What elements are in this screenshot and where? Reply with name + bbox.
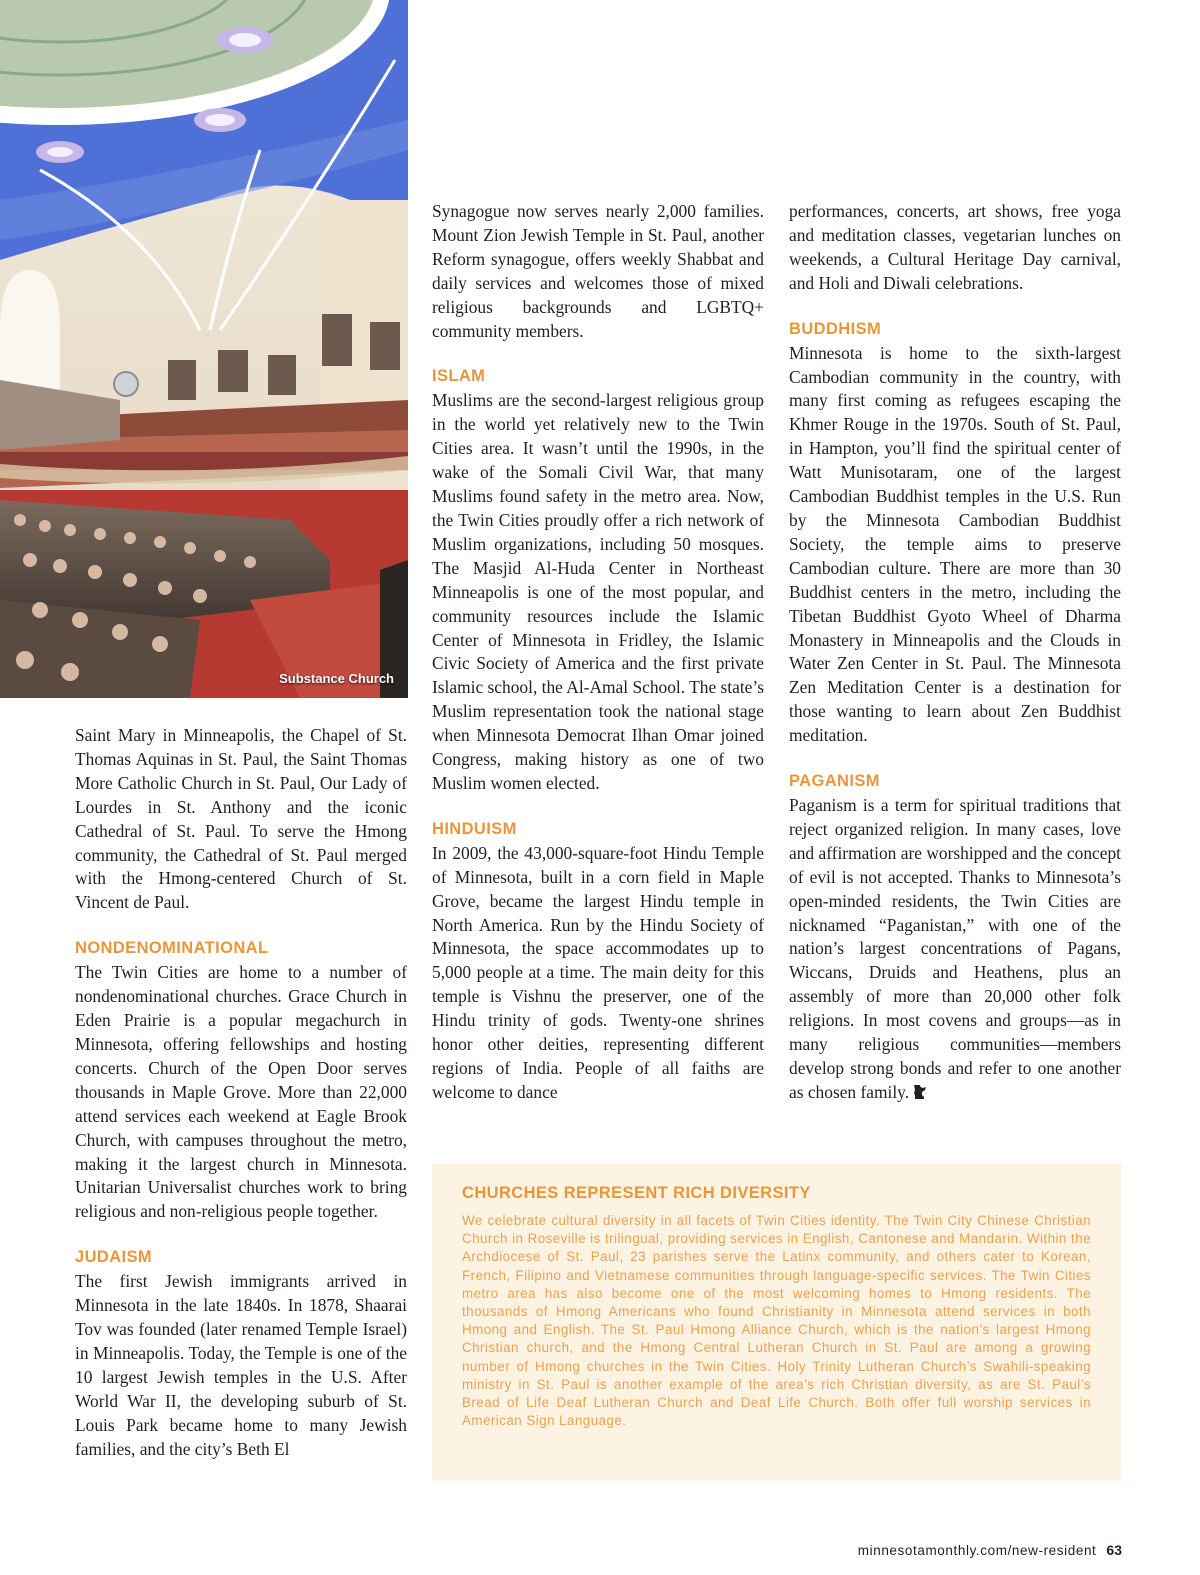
column-3 bbox=[789, 200, 1121, 1105]
page-footer bbox=[858, 1542, 1122, 1558]
paganism-text: Paganism is a term for spiritual traditions that reject organized religion. In many cases, love and affirmation are worshipped and the concept of evil is not accepted. Thanks to Minnesota’s open-minded residents, the Twin Cities are nicknamed “Paganistan,” with one of the nation’s largest concentrations of Pagans, Wiccans, Druids and Heathens, plus an assembly of more than 20,000 other folk religions. In most covens and groups—as in many religious communities—members develop strong bonds and refer to one another as chosen family. bbox=[789, 795, 1121, 1102]
buddhism-heading: BUDDHISM bbox=[789, 319, 882, 338]
paganism-paragraph bbox=[789, 794, 1121, 1105]
hinduism-heading: HINDUISM bbox=[432, 819, 517, 838]
islam-heading: ISLAM bbox=[432, 367, 486, 386]
column-1 bbox=[75, 724, 407, 1461]
minnesota-state-icon bbox=[913, 1085, 927, 1099]
column-2-intro: Synagogue now serves nearly 2,000 families. Mount Zion Jewish Temple in St. Paul, another Reform synagogue, offers weekly Shabbat and daily services and welcomes those of mixed religious backgrounds and LGBTQ+ community members. bbox=[432, 201, 764, 341]
hinduism-text: In 2009, the 43,000-square-foot Hindu Temple of Minnesota, built in a corn field in Maple Grove, became the largest Hindu temple in North America. Run by the Hindu Society of Minnesota, the space accommodates up to 5,000 people at a time. The main deity for this temple is Vishnu the preserver, one of the Hindu trinity of gods. Twenty-one shrines honor other deities, representing different regions of India. People of all faiths are welcome to dance bbox=[432, 842, 764, 1102]
church-interior-illustration bbox=[0, 0, 408, 698]
diversity-sidebar bbox=[432, 1164, 1121, 1481]
islam-text: Muslims are the second-largest religious group in the world yet relatively new to the Twin Cities area. It wasn’t until the 1990s, in the wake of the Somali Civil War, that many Muslims found safety in the metro area. Now, the Twin Cities proudly offer a rich network of Muslim organizations, including 50 mosques. The Masjid Al-Huda Center in Northeast Minneapolis is one of the most popular, and community resources include the Islamic Center of Minnesota in Fridley, the Islamic Civic Society of America and the first private Islamic school, the Al-Amal School. The state’s Muslim representation took the national stage when Minnesota Democrat Ilhan Omar joined Congress, making history as one of two Muslim women elected. bbox=[432, 390, 764, 793]
nondenominational-heading: NONDENOMINATIONAL bbox=[75, 939, 269, 958]
church-photo bbox=[0, 0, 408, 698]
column-1-intro: Saint Mary in Minneapolis, the Chapel of St. Thomas Aquinas in St. Paul, the Saint Thomas More Catholic Church in St. Paul, Our Lady of Lourdes in St. Anthony and the iconic Cathedral of St. Paul. To serve the Hmong community, the Cathedral of St. Paul merged with the Hmong-centered Church of St. Vincent de Paul. bbox=[75, 725, 407, 913]
buddhism-text: Minnesota is home to the sixth-largest Cambodian community in the country, with many first coming as refugees escaping the Khmer Rouge in the 1970s. South of St. Paul, in Hampton, you’ll find the spiritual center of Watt Munisotaram, one of the largest Cambodian Buddhist temples in the U.S. Run by the Minnesota Cambodian Buddhist Society, the temple aims to preserve Cambodian culture. There are more than 30 Buddhist centers in the metro, including the Tibetan Buddhist Gyoto Wheel of Dharma Monastery in Minneapolis and the Clouds in Water Zen Center in St. Paul. The Minnesota Zen Meditation Center is a destination for those wanting to learn about Zen Buddhist meditation. bbox=[789, 342, 1121, 746]
judaism-text: The first Jewish immigrants arrived in Minnesota in the late 1840s. In 1878, Shaarai Tov was founded (later renamed Temple Israel) in Minneapolis. Today, the Temple is one of the 10 largest Jewish temples in the U.S. After World War II, the developing suburb of St. Louis Park became home to many Jewish families, and the city’s Beth El bbox=[75, 1271, 407, 1459]
column-2 bbox=[432, 200, 764, 1105]
paganism-heading: PAGANISM bbox=[789, 772, 880, 791]
nondenominational-text: The Twin Cities are home to a number of nondenominational churches. Grace Church in Eden Prairie is a popular megachurch in Minnesota, offering fellowships and hosting concerts. Church of the Open Door serves thousands in Maple Grove. More than 22,000 attend services each weekend at Eagle Brook Church, with campuses throughout the metro, making it the largest church in Minnesota. Unitarian Universalist churches work to bring religious and non-religious people together. bbox=[75, 962, 407, 1222]
sidebar-body: We celebrate cultural diversity in all facets of Twin Cities identity. The Twin City Chinese Christian Church in Roseville is trilingual, providing services in English, Cantonese and Mandarin. Within the Archdiocese of St. Paul, 23 parishes serve the Latinx community, and others cater to Korean, French, Filipino and Vietnamese communities through language-specific services. The Twin Cities metro area has also become one of the most welcoming homes to Hmong residents. The thousands of Hmong Americans who found Christianity in Minnesota attend services in both Hmong and English. The St. Paul Hmong Alliance Church, which is the nation’s largest Hmong Christian church, and the Hmong Central Lutheran Church in St. Paul are among a growing number of Hmong churches in the Twin Cities. Holy Trinity Lutheran Church’s Swahili-speaking ministry in St. Paul is another example of the area’s rich Christian diversity, as are St. Paul’s Bread of Life Deaf Lutheran Church and Deaf Life Church. Both offer full worship services in American Sign Language. bbox=[462, 1213, 1091, 1429]
footer-url[interactable]: minnesotamonthly.com/new-resident bbox=[857, 1543, 1097, 1558]
page-number: 63 bbox=[1106, 1542, 1122, 1558]
column-3-intro: performances, concerts, art shows, free yoga and meditation classes, vegetarian lunches on weekends, a Cultural Heritage Day carnival, and Holi and Diwali celebrations. bbox=[789, 201, 1121, 293]
judaism-heading: JUDAISM bbox=[75, 1248, 153, 1267]
sidebar-title: CHURCHES REPRESENT RICH DIVERSITY bbox=[462, 1184, 811, 1202]
photo-caption: Substance Church bbox=[279, 671, 394, 686]
